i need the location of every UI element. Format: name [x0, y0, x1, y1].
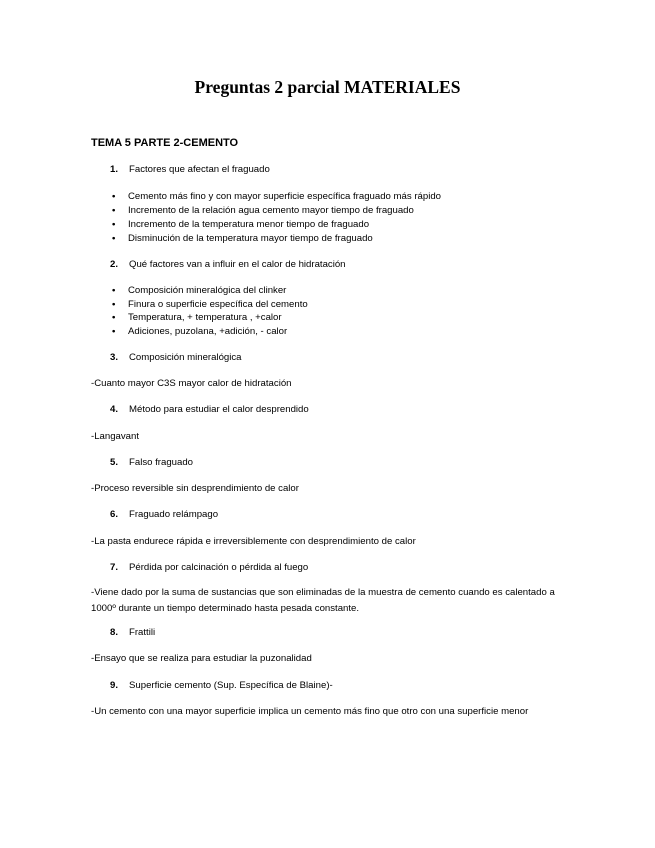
list-item-text: Composición mineralógica del clinker: [128, 285, 287, 296]
list-item: [112, 285, 286, 297]
answer-8: -Ensayo que se realiza para estudiar la puzonalidad: [91, 653, 312, 664]
list-item: [112, 326, 287, 338]
list-item: [112, 205, 414, 217]
bullet-icon: •: [112, 285, 116, 296]
list-item: [112, 233, 373, 245]
bullet-icon: •: [112, 233, 116, 244]
answer-5: -Proceso reversible sin desprendimiento de calor: [91, 483, 299, 494]
question-text: Falso fraguado: [129, 457, 193, 468]
list-item: [112, 312, 282, 324]
question-text: Pérdida por calcinación o pérdida al fuego: [129, 562, 309, 573]
question-text: Superficie cemento (Sup. Específica de Blaine)-: [129, 680, 333, 691]
bullet-icon: •: [112, 205, 116, 216]
bullet-icon: •: [112, 191, 116, 202]
question-number: 9.: [110, 680, 119, 691]
question-text: Frattili: [129, 627, 156, 638]
answer-4: -Langavant: [91, 431, 140, 442]
list-item-text: Disminución de la temperatura mayor tiempo de fraguado: [128, 233, 373, 244]
list-item-text: Incremento de la temperatura menor tiempo de fraguado: [128, 219, 370, 230]
question-4: [110, 404, 309, 416]
answer-7: -Viene dado por la suma de sustancias que son eliminadas de la muestra de cemento cuando es calentado a 1000º durante un tiempo determinado hasta pesada constante.: [91, 587, 555, 614]
question-number: 2.: [110, 259, 119, 270]
question-number: 3.: [110, 352, 119, 363]
list-item: [112, 299, 308, 311]
list-item: [112, 219, 369, 231]
question-6: [110, 509, 218, 521]
question-5: [110, 457, 193, 469]
answer-6: -La pasta endurece rápida e irreversiblemente con desprendimiento de calor: [91, 536, 416, 547]
question-text: Factores que afectan el fraguado: [129, 164, 270, 175]
list-item-text: Finura o superficie específica del cemento: [128, 299, 308, 310]
list-item-text: Temperatura, + temperatura , +calor: [128, 312, 282, 323]
bullet-icon: •: [112, 299, 116, 310]
list-item-text: Cemento más fino y con mayor superficie específica fraguado más rápido: [128, 191, 442, 202]
bullet-icon: •: [112, 312, 116, 323]
question-text: Qué factores van a influir en el calor de hidratación: [129, 259, 346, 270]
section-heading: TEMA 5 PARTE 2-CEMENTO: [91, 137, 239, 149]
question-text: Método para estudiar el calor desprendido: [129, 404, 309, 415]
list-item: [112, 191, 441, 203]
question-number: 4.: [110, 404, 119, 415]
question-7: [110, 562, 308, 574]
list-item-text: Adiciones, puzolana, +adición, - calor: [128, 326, 288, 337]
answer-9: -Un cemento con una mayor superficie implica un cemento más fino que otro con una superficie menor: [91, 706, 529, 717]
question-9: [110, 680, 333, 692]
bullet-icon: •: [112, 219, 116, 230]
question-1: [110, 164, 270, 176]
answer-3: -Cuanto mayor C3S mayor calor de hidratación: [91, 378, 292, 389]
question-number: 6.: [110, 509, 119, 520]
question-8: [110, 627, 155, 639]
list-item-text: Incremento de la relación agua cemento mayor tiempo de fraguado: [128, 205, 414, 216]
question-number: 1.: [110, 164, 119, 175]
bullet-icon: •: [112, 326, 116, 337]
question-number: 8.: [110, 627, 119, 638]
question-3: [110, 352, 242, 364]
document-title: Preguntas 2 parcial MATERIALES: [194, 77, 461, 97]
question-2: [110, 259, 346, 271]
question-text: Fraguado relámpago: [129, 509, 219, 520]
question-number: 5.: [110, 457, 119, 468]
question-number: 7.: [110, 562, 119, 573]
question-text: Composición mineralógica: [129, 352, 242, 363]
